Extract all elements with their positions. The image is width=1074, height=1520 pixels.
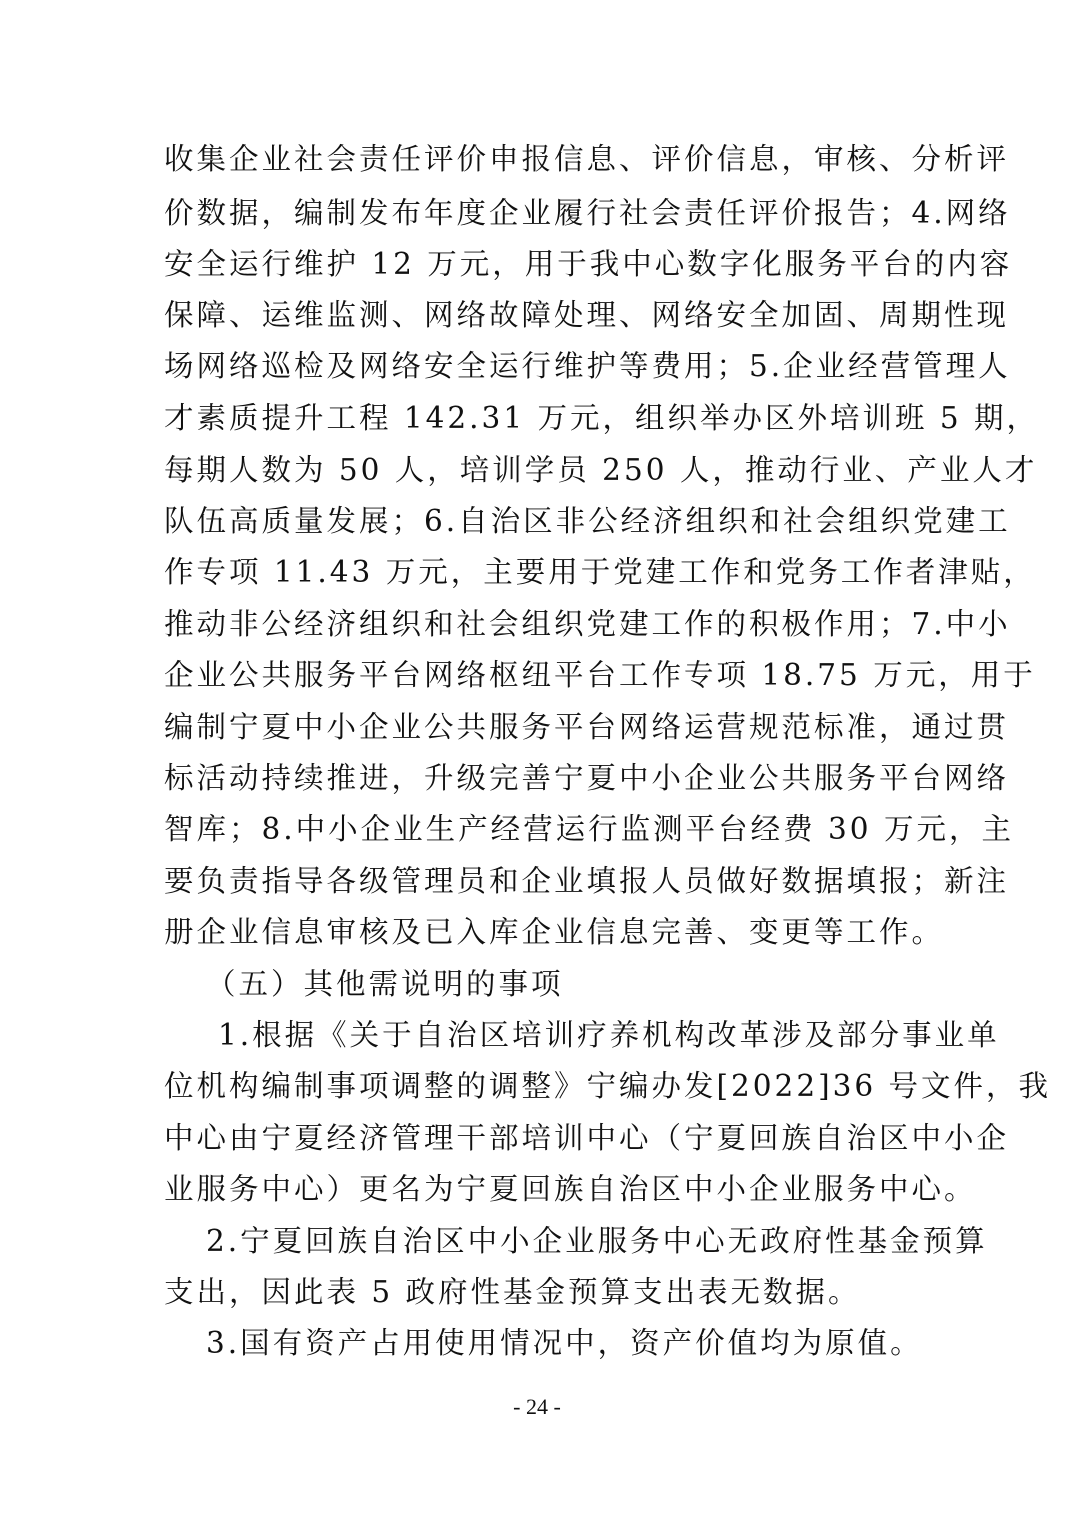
item-1-line-3: 中心由宁夏经济管理干部培训中心（宁夏回族自治区中小企 — [164, 1121, 1010, 1155]
item-2-line-2: 支出，因此表 5 政府性基金预算支出表无数据。 — [164, 1275, 861, 1309]
item-1-line-4: 业服务中心）更名为宁夏回族自治区中小企业服务中心。 — [164, 1172, 977, 1206]
body-line-3: 安全运行维护 12 万元，用于我中心数字化服务平台的内容 — [164, 247, 1013, 281]
body-line-4: 保障、运维监测、网络故障处理、网络安全加固、周期性现 — [164, 298, 1010, 332]
section-heading: （五）其他需说明的事项 — [206, 967, 564, 1001]
body-line-2: 价数据，编制发布年度企业履行社会责任评价报告；4.网络 — [164, 196, 1011, 230]
body-line-15: 要负责指导各级管理员和企业填报人员做好数据填报；新注 — [164, 864, 1010, 898]
item-1-line-1: 1.根据《关于自治区培训疗养机构改革涉及部分事业单 — [218, 1018, 1000, 1052]
body-line-5: 场网络巡检及网络安全运行维护等费用；5.企业经营管理人 — [164, 349, 1011, 383]
body-line-14: 智库；8.中小企业生产经营运行监测平台经费 30 万元，主 — [164, 812, 1014, 846]
page-number: - 24 - — [513, 1394, 561, 1419]
body-line-1: 收集企业社会责任评价申报信息、评价信息，审核、分析评 — [164, 142, 1010, 176]
body-line-6: 才素质提升工程 142.31 万元，组织举办区外培训班 5 期， — [164, 401, 1039, 435]
item-1-line-2: 位机构编制事项调整的调整》宁编办发[2022]36 号文件，我 — [164, 1069, 1052, 1103]
body-line-8: 队伍高质量发展；6.自治区非公经济组织和社会组织党建工 — [164, 504, 1011, 538]
item-3-line-1: 3.国有资产占用使用情况中，资产价值均为原值。 — [206, 1326, 923, 1360]
item-2-line-1: 2.宁夏回族自治区中小企业服务中心无政府性基金预算 — [206, 1224, 988, 1258]
body-line-7: 每期人数为 50 人，培训学员 250 人，推动行业、产业人才 — [164, 453, 1038, 487]
body-line-12: 编制宁夏中小企业公共服务平台网络运营规范标准，通过贯 — [164, 710, 1010, 744]
body-line-16: 册企业信息审核及已入库企业信息完善、变更等工作。 — [164, 915, 945, 949]
body-line-13: 标活动持续推进，升级完善宁夏中小企业公共服务平台网络 — [164, 761, 1010, 795]
body-line-11: 企业公共服务平台网络枢纽平台工作专项 18.75 万元，用于 — [164, 658, 1036, 692]
body-line-9: 作专项 11.43 万元，主要用于党建工作和党务工作者津贴， — [164, 555, 1036, 589]
body-line-10: 推动非公经济组织和社会组织党建工作的积极作用；7.中小 — [164, 607, 1011, 641]
